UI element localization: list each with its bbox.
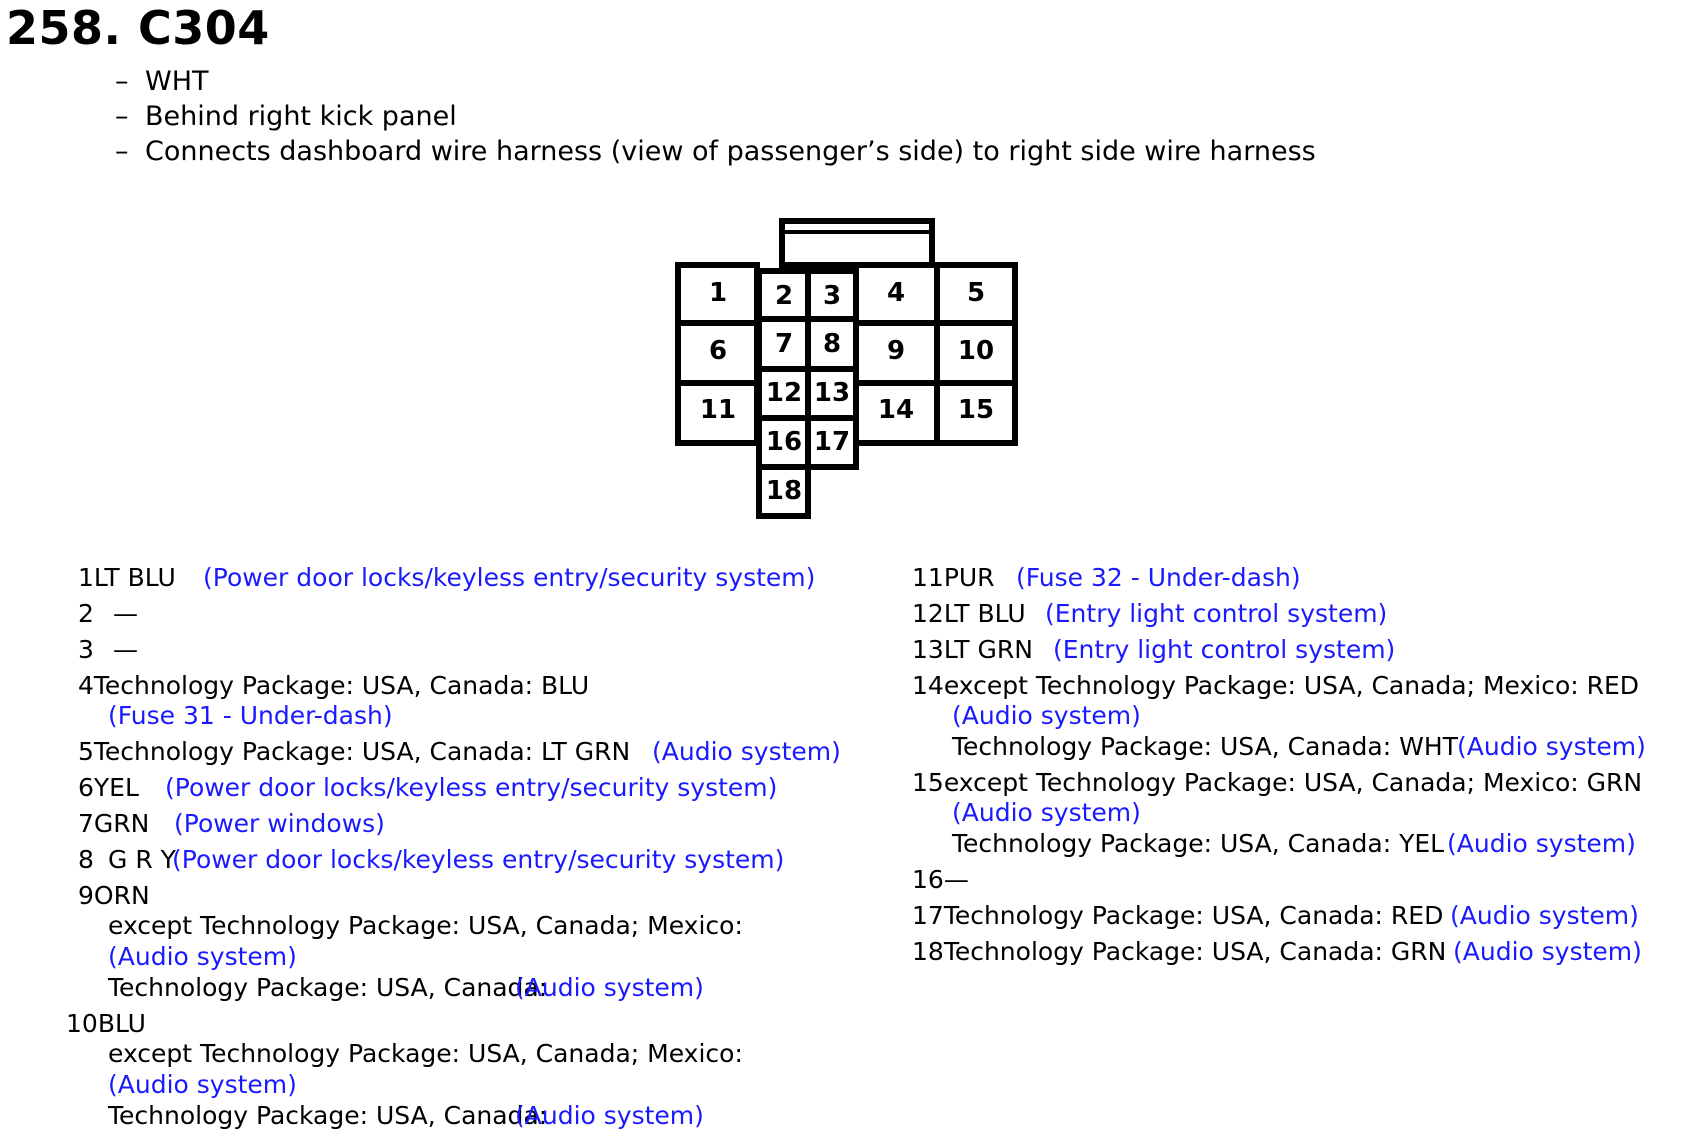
pin-row-6	[68, 770, 778, 806]
pin-label: 13	[813, 378, 851, 408]
pin-label: 5	[966, 278, 986, 308]
pin-circuit-link[interactable]: (Entry light control system)	[1053, 635, 1396, 664]
description-connects: Connects dashboard wire harness (view of passenger’s side) to right side wire harness	[145, 136, 1316, 167]
pin-row-9-circuit	[68, 941, 743, 972]
pin-row-14	[912, 668, 1642, 700]
pin-wire: Technology Package: USA, Canada: LT GRN	[93, 737, 631, 766]
pin-row-15	[912, 765, 1642, 797]
pin-number: 17	[912, 901, 944, 930]
pin-row-2	[68, 596, 743, 632]
bullet-dash: –	[115, 101, 129, 132]
pin-condition: except Technology Package: USA, Canada; Mexico:	[108, 1039, 743, 1068]
pin-label: 14	[877, 395, 915, 425]
pin-condition: except Technology Package: USA, Canada; Mexico:	[108, 911, 743, 940]
pin-row-8	[68, 842, 785, 878]
pin-number: 5	[78, 737, 94, 766]
pin-condition: Technology Package: USA, Canada:	[108, 973, 548, 1002]
pin-circuit-link[interactable]: (Power windows)	[174, 809, 385, 838]
pin-condition: Technology Package: USA, Canada: YEL	[952, 829, 1445, 858]
pin-number: 2	[78, 599, 94, 628]
pin-row-16	[912, 862, 1642, 898]
pin-row-10-condition-alt	[68, 1100, 743, 1131]
pin-circuit-link[interactable]: (Fuse 31 - Under-dash)	[108, 701, 393, 730]
pin-wire: Technology Package: USA, Canada: BLU	[93, 671, 590, 700]
pin-wire: Technology Package: USA, Canada: RED	[943, 901, 1444, 930]
pin-number: 14	[912, 671, 944, 700]
pin-circuit-link[interactable]: (Power door locks/keyless entry/security system)	[165, 773, 778, 802]
pin-label: 3	[822, 281, 842, 311]
pin-circuit-link[interactable]: (Audio system)	[1447, 829, 1636, 858]
pin-wire: LT GRN	[943, 635, 1033, 664]
pin-wire: LT BLU	[943, 599, 1026, 628]
pin-row-11	[912, 560, 1642, 596]
pin-number: 4	[78, 671, 94, 700]
pin-circuit-link[interactable]: (Audio system)	[1453, 937, 1642, 966]
pin-wire: Technology Package: USA, Canada: GRN	[943, 937, 1447, 966]
pin-number: 16	[912, 865, 944, 894]
pin-circuit-link[interactable]: (Power door locks/keyless entry/security system)	[172, 845, 785, 874]
pin-condition: Technology Package: USA, Canada:	[108, 1101, 548, 1130]
pin-wire: —	[943, 865, 969, 894]
pin-wire: BLU	[97, 1009, 146, 1038]
pin-row-10-circuit	[68, 1069, 743, 1100]
pin-circuit-link[interactable]: (Fuse 32 - Under-dash)	[1016, 563, 1301, 592]
pin-number: 15	[912, 768, 944, 797]
pin-number: 10	[66, 1009, 98, 1038]
description-color: WHT	[145, 66, 209, 97]
pin-label: 10	[957, 336, 995, 366]
pin-row-9	[68, 878, 743, 910]
pin-number: 12	[912, 599, 944, 628]
pin-row-4-circuit	[68, 700, 743, 734]
pin-list-right	[912, 560, 1646, 970]
pin-wire: —	[113, 599, 138, 628]
pin-wire: —	[113, 635, 138, 664]
pin-row-15-condition-alt	[912, 828, 1642, 862]
pin-row-10-condition	[68, 1038, 743, 1069]
pin-label: 9	[886, 336, 906, 366]
pin-label: 8	[822, 329, 842, 359]
pin-number: 8	[78, 845, 94, 874]
pin-wire: LT BLU	[93, 563, 176, 592]
pin-row-17	[912, 898, 1642, 934]
pin-label: 7	[774, 329, 794, 359]
pin-label: 17	[813, 427, 851, 457]
pin-row-12	[912, 596, 1642, 632]
page-title: 258. C304	[6, 1, 270, 55]
pin-row-10	[68, 1006, 743, 1038]
pin-circuit-link[interactable]: (Audio system)	[1450, 901, 1639, 930]
bullet-dash: –	[115, 136, 129, 167]
pin-row-5	[68, 734, 841, 770]
pin-label: 12	[765, 378, 803, 408]
pin-label: 15	[957, 395, 995, 425]
pin-wire: except Technology Package: USA, Canada; Mexico: GRN	[943, 768, 1643, 797]
pin-circuit-link[interactable]: (Audio system)	[108, 942, 297, 971]
pin-wire: except Technology Package: USA, Canada; Mexico: RED	[943, 671, 1640, 700]
description-location: Behind right kick panel	[145, 101, 457, 132]
pin-row-14-condition-alt	[912, 731, 1646, 765]
pin-row-13	[912, 632, 1642, 668]
pin-number: 18	[912, 937, 944, 966]
pin-circuit-link[interactable]: (Audio system)	[952, 798, 1141, 827]
pin-circuit-link[interactable]: (Audio system)	[515, 973, 704, 1002]
pin-row-7	[68, 806, 743, 842]
pin-label: 16	[765, 427, 803, 457]
pin-circuit-link[interactable]: (Power door locks/keyless entry/security system)	[203, 563, 816, 592]
pin-row-9-condition-alt	[68, 972, 743, 1006]
pin-number: 1	[78, 563, 94, 592]
connector-latch	[782, 221, 932, 265]
pin-number: 3	[78, 635, 94, 664]
pin-circuit-link[interactable]: (Audio system)	[652, 737, 841, 766]
pin-row-14-circuit	[912, 700, 1642, 731]
pin-row-4	[68, 668, 743, 700]
pin-label: 4	[886, 278, 906, 308]
pin-circuit-link[interactable]: (Audio system)	[952, 701, 1141, 730]
pin-number: 11	[912, 563, 944, 592]
pin-circuit-link[interactable]: (Audio system)	[515, 1101, 704, 1130]
pin-wire: YEL	[93, 773, 139, 802]
pin-number: 9	[78, 881, 94, 910]
pin-wire: GRN	[93, 809, 150, 838]
pin-wire: G R Y	[108, 845, 176, 874]
pin-circuit-link[interactable]: (Entry light control system)	[1045, 599, 1388, 628]
pin-label: 18	[765, 476, 803, 506]
pin-number: 6	[78, 773, 94, 802]
connector-face-diagram	[0, 0, 1699, 540]
pin-wire: ORN	[93, 881, 150, 910]
bullet-dash: –	[115, 66, 129, 97]
pin-wire: PUR	[943, 563, 995, 592]
pin-number: 7	[78, 809, 94, 838]
pin-row-15-circuit	[912, 797, 1642, 828]
pin-label: 1	[708, 278, 728, 308]
pin-condition: Technology Package: USA, Canada: WHT	[952, 732, 1458, 761]
pin-row-1	[68, 560, 816, 596]
pin-label: 6	[708, 336, 728, 366]
pin-circuit-link[interactable]: (Audio system)	[108, 1070, 297, 1099]
pin-row-9-condition	[68, 910, 743, 941]
pin-label: 11	[699, 395, 737, 425]
pin-row-3	[68, 632, 743, 668]
pin-circuit-link[interactable]: (Audio system)	[1457, 732, 1646, 761]
pin-label: 2	[774, 281, 794, 311]
pin-row-18	[912, 934, 1642, 970]
pin-list-left	[66, 560, 841, 1131]
pin-number: 13	[912, 635, 944, 664]
